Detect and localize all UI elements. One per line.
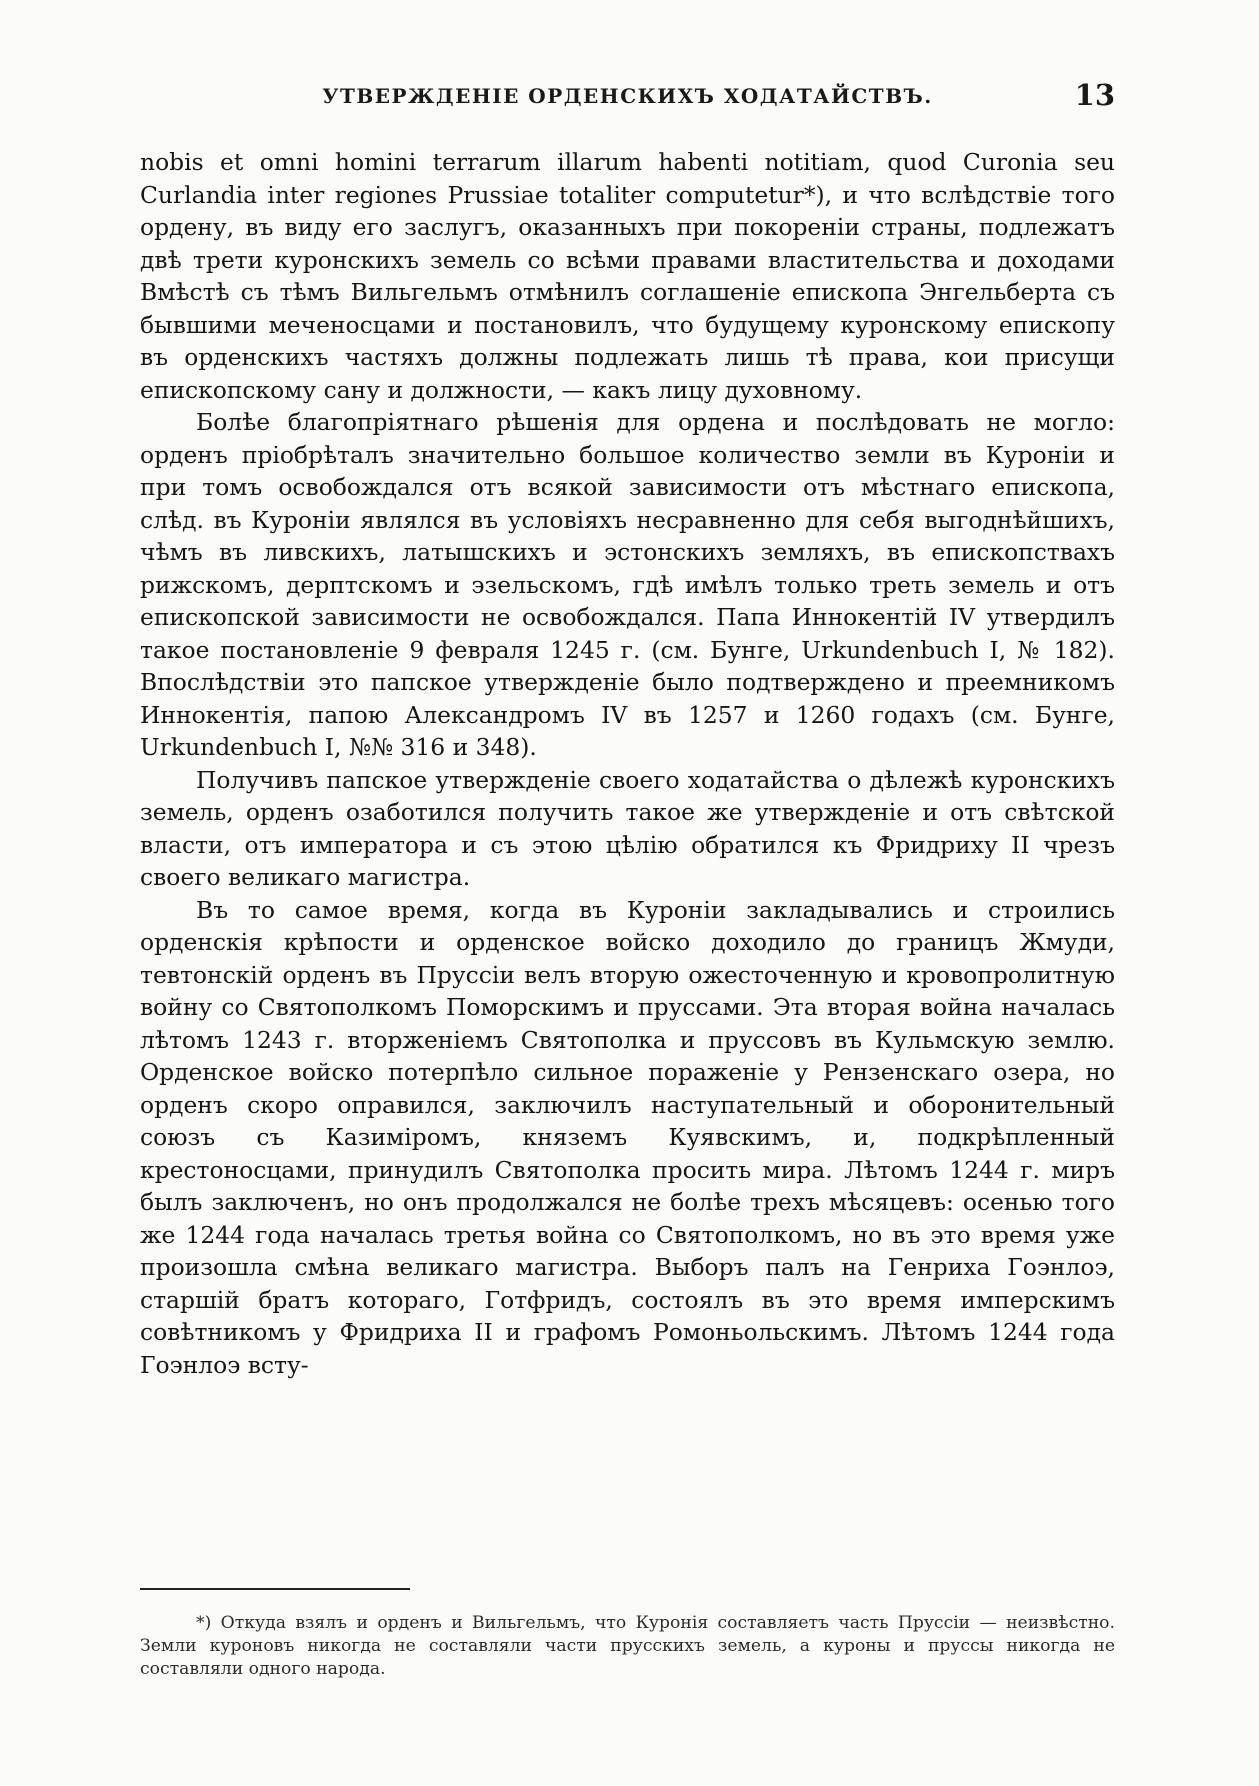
- footnote-divider: [140, 1588, 410, 1590]
- page-header: [140, 78, 1115, 118]
- paragraph: nobis et omni homini terrarum illarum habenti notitiam, quod Curonia seu Curlandia inter regiones Prussiae totaliter computetur*), и что вслѣдствіе того ордену, въ виду его заслугъ, оказанныхъ при покореніи страны, подлежатъ двѣ трети куронскихъ земель со всѣми правами властительства и доходами Вмѣстѣ съ тѣмъ Вильгельмъ отмѣнилъ соглашеніе епископа Энгельберта съ бывшими меченосцами и постановилъ, что будущему куронскому епископу въ орденскихъ частяхъ должны подлежать лишь тѣ права, кои присущи епископскому сану и должности, — какъ лицу духовному.: [140, 148, 1115, 404]
- paragraph: Болѣе благопріятнаго рѣшенія для ордена и послѣдовать не могло: орденъ пріобрѣталъ значительно большое количество земли въ Куроніи и при томъ освобождался отъ всякой зависимости отъ мѣстнаго епископа, слѣд. въ Куроніи являлся въ условіяхъ несравненно для себя выгоднѣйшихъ, чѣмъ въ ливскихъ, латышскихъ и эстонскихъ земляхъ, въ епископствахъ рижскомъ, дерптскомъ и эзельскомъ, гдѣ имѣлъ только треть земель и отъ епископской зависимости не освобождался. Папа Иннокентій IV утвердилъ такое постановленіе 9 февраля 1245 г. (см. Бунге, Urkundenbuch I, № 182). Впослѣдствіи это папское утвержденіе было подтверждено и преемникомъ Иннокентія, папою Александромъ IV въ 1257 и 1260 годахъ (см. Бунге, Urkundenbuch I, №№ 316 и 348).: [140, 408, 1115, 761]
- footnote-text: *) Откуда взялъ и орденъ и Вильгельмъ, что Куронія составляетъ часть Пруссіи — неизвѣстно. Земли куроновъ никогда не составляли части прусскихъ земель, а куроны и пруссы никогда не составляли одного народа.: [140, 1613, 1115, 1679]
- footnote: [140, 1612, 1115, 1681]
- paragraph: Въ то самое время, когда въ Куроніи закладывались и строились орденскія крѣпости и орденское войско доходило до границъ Жмуди, тевтонскій орденъ въ Пруссіи велъ вторую ожесточенную и кровопролитную войну со Святополкомъ Поморскимъ и пруссами. Эта вторая война началась лѣтомъ 1243 г. вторженіемъ Святополка и пруссовъ въ Кульмскую землю. Орденское войско потерпѣло сильное пораженіе у Рензенскаго озера, но орденъ скоро оправился, заключилъ наступательный и оборонительный союзъ съ Казиміромъ, княземъ Куявскимъ, и, подкрѣпленный крестоносцами, принудилъ Святополка просить мира. Лѣтомъ 1244 г. миръ былъ заключенъ, но онъ продолжался не болѣе трехъ мѣсяцевъ: осенью того же 1244 года началась третья война со Святополкомъ, но въ это время уже произошла смѣна великаго магистра. Выборъ палъ на Генриха Гоэнлоэ, старшій братъ котораго, Готфридъ, состоялъ въ это время имперскимъ совѣтникомъ у Фридриха II и графомъ Ромоньольскимъ. Лѣтомъ 1244 года Гоэнлоэ всту-: [140, 895, 1115, 1379]
- paragraph: Получивъ папское утвержденіе своего ходатайства о дѣлежѣ куронскихъ земель, орденъ озаботился получить такое же утвержденіе и отъ свѣтской власти, отъ императора и съ этою цѣлію обратился къ Фридриху II чрезъ своего великаго магистра.: [140, 765, 1115, 891]
- main-text: [140, 146, 1115, 1381]
- page-number: 13: [1074, 78, 1115, 112]
- running-title: УТВЕРЖДЕНІЕ ОРДЕНСКИХЪ ХОДАТАЙСТВЪ.: [322, 84, 933, 108]
